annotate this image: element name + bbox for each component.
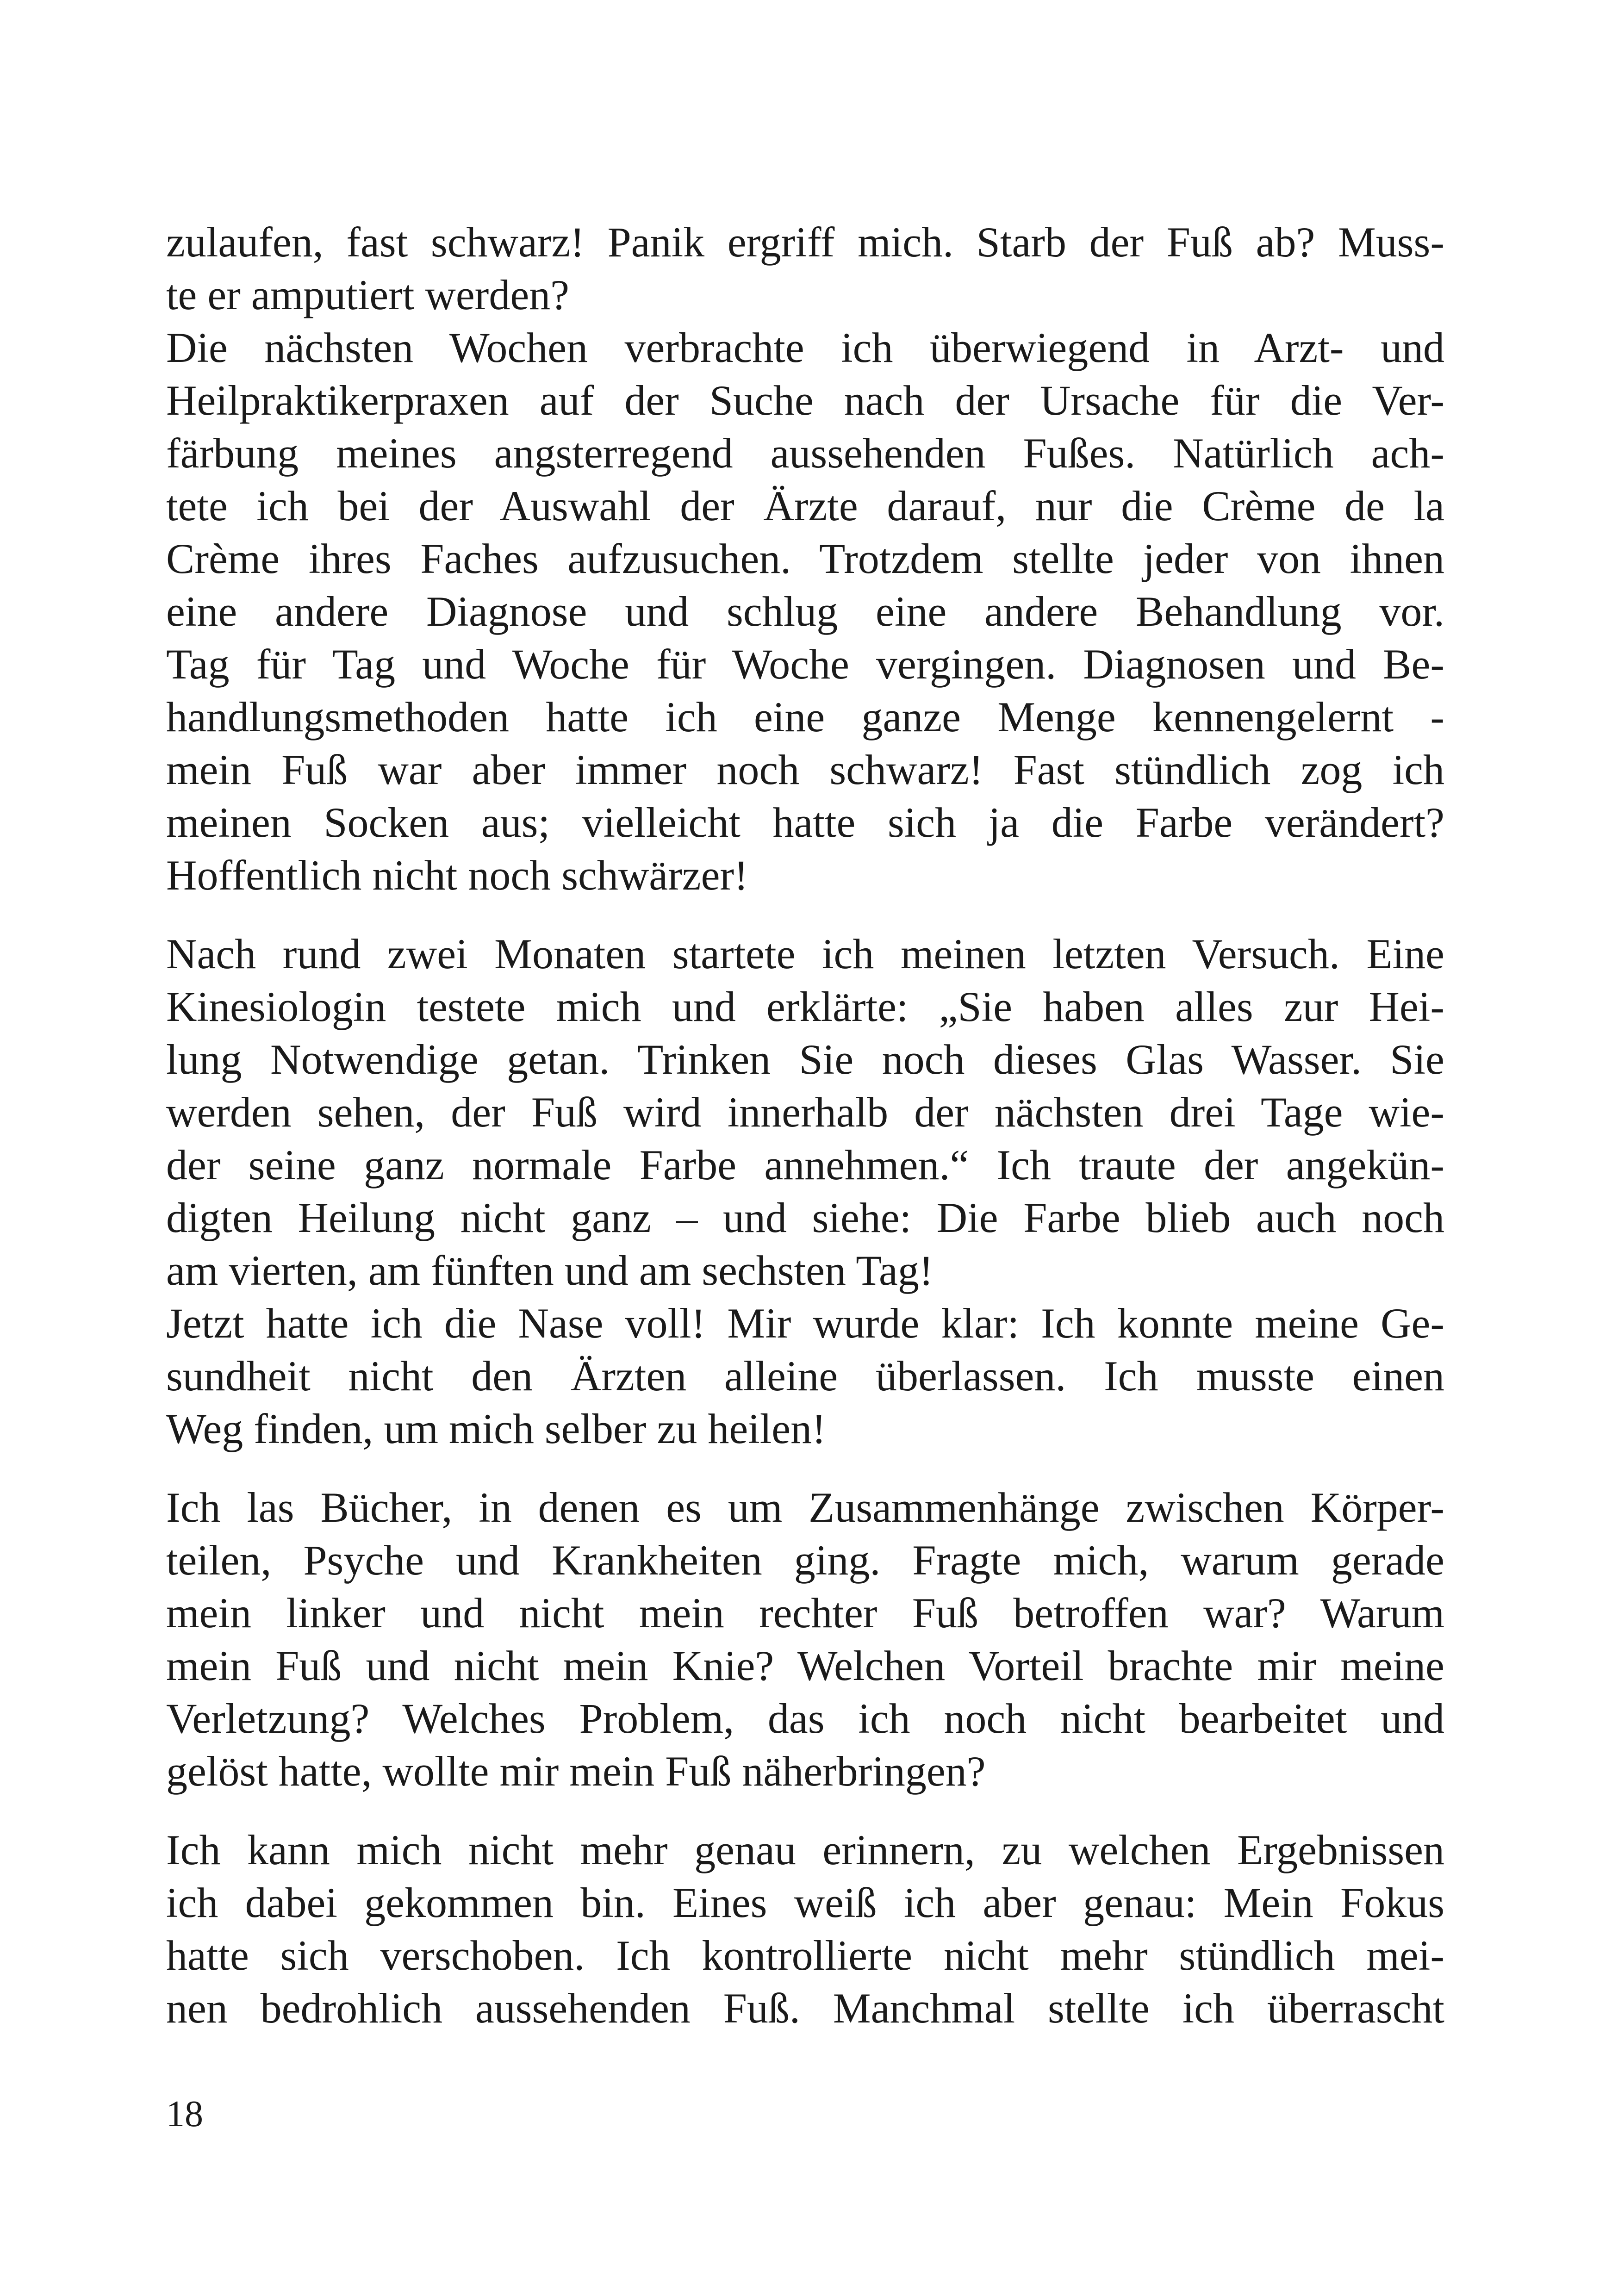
text-line: Verletzung? Welches Problem, das ich noch nicht bearbeitet und: [166, 1695, 1444, 1742]
text-line: Crème ihres Faches aufzusuchen. Trotzdem stellte jeder von ihnen: [166, 535, 1444, 582]
paragraph-3: [166, 1481, 1444, 1798]
text-line: Weg finden, um mich selber zu heilen!: [166, 1405, 826, 1452]
text-line: am vierten, am fünften und am sechsten Tag!: [166, 1247, 933, 1294]
text-line: sundheit nicht den Ärzten alleine überlassen. Ich musste einen: [166, 1352, 1444, 1400]
text-line: digten Heilung nicht ganz – und siehe: Die Farbe blieb auch noch: [166, 1194, 1444, 1241]
text-line: ich dabei gekommen bin. Eines weiß ich aber genau: Mein Fokus: [166, 1879, 1444, 1926]
text-line: Ich kann mich nicht mehr genau erinnern, zu welchen Ergebnissen: [166, 1826, 1444, 1873]
text-line: zulaufen, fast schwarz! Panik ergriff mich. Starb der Fuß ab? Muss-: [166, 218, 1444, 266]
text-line: handlungsmethoden hatte ich eine ganze Menge kennengelernt -: [166, 693, 1444, 740]
text-line: färbung meines angsterregend aussehenden Fußes. Natürlich ach-: [166, 429, 1444, 477]
text-line: lung Notwendige getan. Trinken Sie noch dieses Glas Wasser. Sie: [166, 1036, 1444, 1083]
text-line: nen bedrohlich aussehenden Fuß. Manchmal stellte ich überrascht: [166, 1985, 1444, 2032]
text-line: Nach rund zwei Monaten startete ich meinen letzten Versuch. Eine: [166, 930, 1444, 977]
text-line: Heilpraktikerpraxen auf der Suche nach der Ursache für die Ver-: [166, 377, 1444, 424]
text-line: meinen Socken aus; vielleicht hatte sich ja die Farbe verändert?: [166, 799, 1444, 846]
text-line: hatte sich verschoben. Ich kontrollierte nicht mehr stündlich mei-: [166, 1932, 1444, 1979]
text-line: te er amputiert werden?: [166, 271, 569, 318]
text-line: teilen, Psyche und Krankheiten ging. Fragte mich, warum gerade: [166, 1537, 1444, 1584]
text-line: mein Fuß und nicht mein Knie? Welchen Vorteil brachte mir meine: [166, 1642, 1444, 1689]
text-line: tete ich bei der Auswahl der Ärzte darauf, nur die Crème de la: [166, 482, 1444, 529]
page-number: 18: [166, 2094, 203, 2134]
paragraph-2: [166, 927, 1444, 1455]
text-line: mein Fuß war aber immer noch schwarz! Fast stündlich zog ich: [166, 746, 1444, 793]
page-text: [166, 216, 1444, 2060]
text-line: Ich las Bücher, in denen es um Zusammenhänge zwischen Körper-: [166, 1484, 1444, 1531]
paragraph-4: [166, 1823, 1444, 2035]
text-line: Die nächsten Wochen verbrachte ich überwiegend in Arzt- und: [166, 324, 1444, 371]
text-line: Hoffentlich nicht noch schwärzer!: [166, 852, 748, 899]
paragraph-1: [166, 216, 1444, 902]
text-line: Jetzt hatte ich die Nase voll! Mir wurde klar: Ich konnte meine Ge-: [166, 1300, 1444, 1347]
text-line: Kinesiologin testete mich und erklärte: „Sie haben alles zur Hei-: [166, 983, 1444, 1030]
text-line: eine andere Diagnose und schlug eine andere Behandlung vor.: [166, 588, 1444, 635]
text-line: mein linker und nicht mein rechter Fuß betroffen war? Warum: [166, 1589, 1444, 1636]
text-line: der seine ganz normale Farbe annehmen.“ Ich traute der angekün-: [166, 1141, 1444, 1188]
text-line: werden sehen, der Fuß wird innerhalb der nächsten drei Tage wie-: [166, 1089, 1444, 1136]
text-line: Tag für Tag und Woche für Woche vergingen. Diagnosen und Be-: [166, 641, 1444, 688]
text-line: gelöst hatte, wollte mir mein Fuß näherbringen?: [166, 1748, 986, 1795]
